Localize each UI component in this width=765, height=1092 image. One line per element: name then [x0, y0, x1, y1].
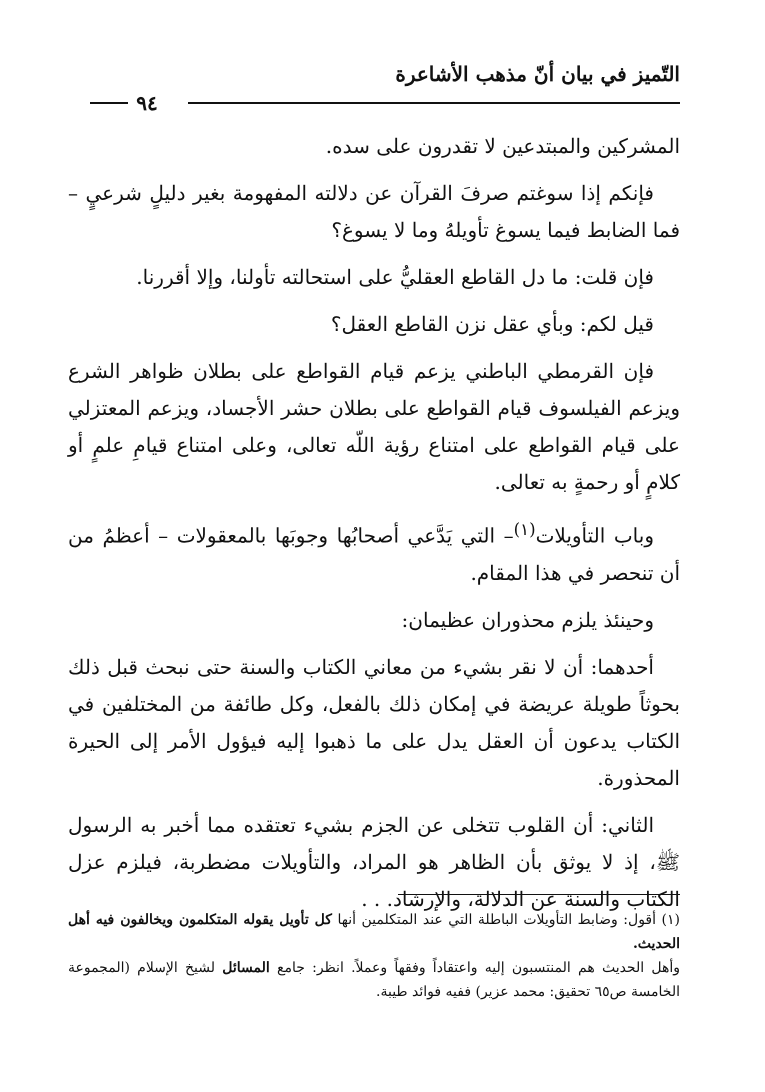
paragraph-1: المشركين والمبتدعين لا تقدرون على سده. [325, 134, 680, 158]
paragraph-8: أحدهما: أن لا نقر بشيء من معاني الكتاب والسنة حتى نبحث قبل ذلك بحوثاً طويلة عريضة في إمكان ذلك بالفعل، وكل طائفة من المختلفين في الكتاب يدعون أن العقل يدل على ما ذهبوا إليه فيؤول الأمر إلى الحيرة المحذورة. [68, 654, 680, 790]
paragraph-7: وحينئذ يلزم محذوران عظيمان: [401, 607, 654, 632]
footnote-2-rest: لشيخ الإسلام (المجموعة الخامسة ص٦٥ تحقيق: محمد عزير) ففيه فوائد طيبة. [68, 960, 680, 1000]
footnote-rule [398, 894, 680, 895]
main-text [68, 128, 680, 928]
paragraph-4: قيل لكم: وبأي عقل نزن القاطع العقل؟ [330, 312, 654, 336]
footnote-2-text: وأهل الحديث هم المنتسبون إليه واعتقاداً وفقهاً وعملاً. انظر: جامع [277, 960, 680, 976]
paragraph-6-start: وباب التأويلات [535, 523, 654, 548]
paragraph-9: الثاني: أن القلوب تتخلى عن الجزم بشيء تعتقده مما أخبر به الرسول ﷺ، إذ لا يوثق بأن الظاهر هو المراد، والتأويلات مضطربة، فيلزم عزل الكتاب والسنة عن الدلالة، والإرشاد. . . [68, 812, 680, 911]
paragraph-6-end: – التي يَدَّعي أصحابُها وجوبَها بالمعقولات – أعظمُ من أن تنحصر في هذا المقام. [68, 523, 680, 585]
footnote-1 [68, 908, 680, 956]
paragraph-5: فإن القرمطي الباطني يزعم قيام القواطع على بطلان ظواهر الشرع ويزعم الفيلسوف قيام القواطع على بطلان حشر الأجساد، ويزعم المعتزلي على قيام القواطع على امتناع رؤية اللّه تعالى، وعلى امتناع قيامِ علمٍ أو كلامٍ أو رحمةٍ به تعالى. [68, 359, 680, 494]
paragraph-2: فإنكم إذا سوغتم صرفَ القرآن عن دلالته المفهومة بغير دليلٍ شرعيٍ – فما الضابط فيما يسوغ تأويلهُ وما لا يسوغ؟ [68, 181, 680, 242]
footnote-marker: (١) [513, 520, 536, 539]
page-number: ٩٤ [136, 91, 158, 115]
footnote-1-text: (١) أقول: وضابط التأويلات الباطلة التي عند المتكلمين أنها [337, 912, 680, 928]
page-number-dash [90, 102, 128, 104]
paragraph-6 [68, 511, 680, 592]
paragraph-3: فإن قلت: ما دل القاطع العقليُّ على استحالته تأولنا، وإلا أقررنا. [136, 265, 654, 289]
footnote-1-bold: كل تأويل يقوله المتكلمون ويخالفون فيه أهل الحديث. [68, 912, 680, 952]
page-number-box [68, 90, 188, 116]
footnote-2-bold: المسائل [222, 960, 270, 976]
running-title: التّميز في بيان أنّ مذهب الأشاعرة [395, 62, 680, 86]
footnote-1-continuation [68, 956, 680, 1004]
page-header [68, 62, 680, 115]
footnotes [68, 908, 680, 1004]
